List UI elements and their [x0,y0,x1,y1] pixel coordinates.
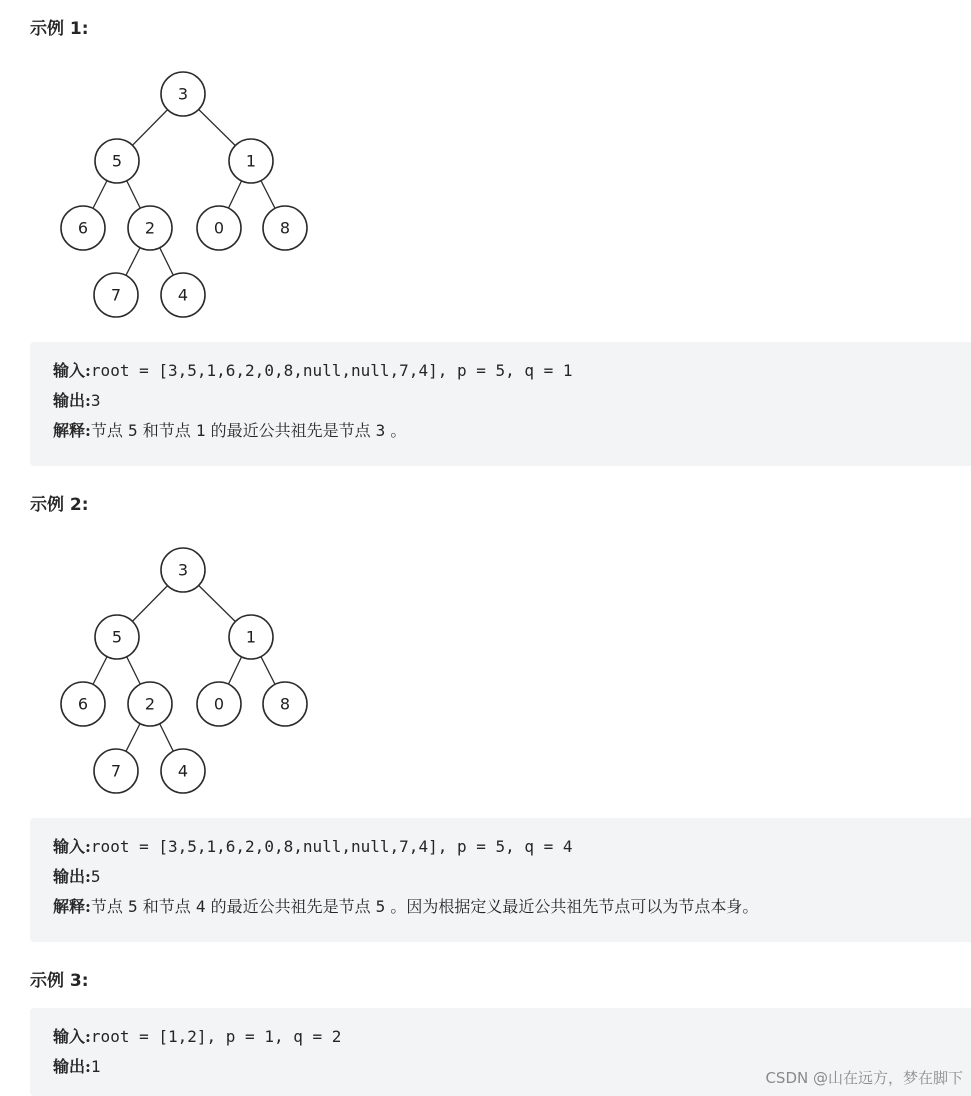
tree-node [161,548,205,592]
explanation-text: 的最近公共祖先是节点 [205,897,376,916]
tree-node [128,682,172,726]
svg-text:4: 4 [177,761,189,781]
input-label: 输入: [53,361,91,380]
output-label: 输出: [53,867,91,886]
svg-text:8: 8 [279,694,291,714]
explanation-text: 和节点 [137,421,196,440]
explanation-node-value: 3 [375,421,386,440]
svg-text:6: 6 [77,218,89,238]
svg-text:0: 0 [213,694,225,714]
input-value: root = [3,5,1,6,2,0,8,null,null,7,4], p = 5, q = 1 [90,361,573,380]
output-value: 3 [90,391,101,410]
explanation-node-value: 5 [128,421,138,440]
tree-node [197,206,241,250]
svg-text:1: 1 [245,627,257,647]
tree-node [263,206,307,250]
output-value: 5 [90,867,101,886]
explanation-text: 节点 [90,897,129,916]
svg-text:5: 5 [111,151,123,171]
tree-node [95,615,139,659]
output-label: 输出: [53,1057,91,1076]
svg-text:2: 2 [144,694,156,714]
input-label: 输入: [53,837,91,856]
tree-node [94,273,138,317]
tree-node [229,615,273,659]
explanation-text: 节点 [90,421,129,440]
output-line [53,862,971,892]
tree-node [197,682,241,726]
explanation-node-value: 5 [128,897,138,916]
svg-text:6: 6 [77,694,89,714]
explanation-line [53,416,971,446]
tree-node [161,72,205,116]
example-2-heading: 示例 2: [30,495,89,515]
tree-node [263,682,307,726]
example-2-tree-diagram [40,538,340,798]
svg-text:0: 0 [213,218,225,238]
svg-text:5: 5 [111,627,123,647]
input-line [53,1022,971,1052]
explanation-label: 解释: [53,421,91,440]
example-1-codebox [30,342,971,466]
svg-text:7: 7 [110,285,122,305]
input-line [53,356,971,386]
svg-text:8: 8 [279,218,291,238]
explanation-node-value: 5 [375,897,386,916]
explanation-text: 和节点 [137,897,196,916]
output-label: 输出: [53,391,91,410]
input-value: root = [1,2], p = 1, q = 2 [90,1027,342,1046]
tree-node [229,139,273,183]
tree-node [95,139,139,183]
input-line [53,832,971,862]
svg-text:3: 3 [177,84,189,104]
example-3-heading: 示例 3: [30,971,89,991]
output-line [53,386,971,416]
tree-node [61,206,105,250]
output-value: 1 [90,1057,101,1076]
svg-text:1: 1 [245,151,257,171]
explanation-text: 。因为根据定义最近公共祖先节点可以为节点本身。 [385,897,759,916]
tree-node [94,749,138,793]
tree-node [61,682,105,726]
csdn-watermark: CSDN @山在远方，梦在脚下 [765,1069,963,1087]
explanation-node-value: 1 [195,421,206,440]
explanation-line [53,892,971,922]
example-1-heading: 示例 1: [30,19,89,39]
svg-text:4: 4 [177,285,189,305]
explanation-node-value: 4 [195,897,206,916]
tree-node [161,273,205,317]
svg-text:7: 7 [110,761,122,781]
svg-text:3: 3 [177,560,189,580]
example-2-codebox [30,818,971,942]
example-1-tree-diagram [40,62,340,322]
input-label: 输入: [53,1027,91,1046]
tree-node [128,206,172,250]
explanation-text: 。 [385,421,407,440]
explanation-label: 解释: [53,897,91,916]
explanation-text: 的最近公共祖先是节点 [205,421,376,440]
input-value: root = [3,5,1,6,2,0,8,null,null,7,4], p = 5, q = 4 [90,837,573,856]
tree-node [161,749,205,793]
svg-text:2: 2 [144,218,156,238]
